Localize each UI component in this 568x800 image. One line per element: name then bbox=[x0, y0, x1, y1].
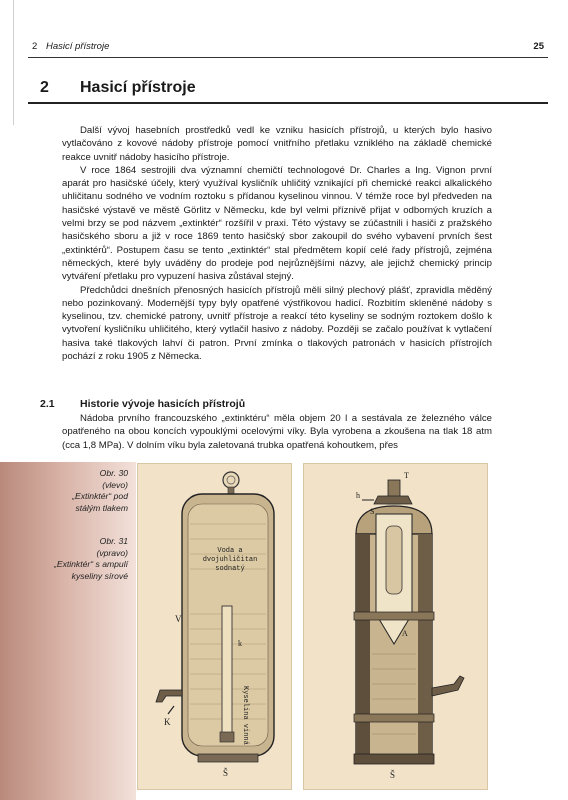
figure-letter-a: A bbox=[402, 629, 408, 638]
caption-line: „Extinktér“ pod bbox=[72, 491, 128, 501]
caption-line: „Extinktér“ s ampulí bbox=[53, 559, 128, 569]
extinguisher-illustration-1 bbox=[138, 464, 291, 789]
tube-label: Kyselina vinná bbox=[241, 686, 249, 745]
running-head-chapter-number: 2 bbox=[32, 41, 38, 52]
figure-letter-t: T bbox=[404, 471, 409, 480]
section-body bbox=[62, 412, 492, 452]
paragraph: Předchůdci dnešních přenosných hasicích přístrojů měli silný plechový plášť, zpravidla měděný nebo pozinkovaný. Modernější typy byly opatřené výstřikovou hadicí. Rozbitím skleněné nádoby s kyselinou, tzv. chemické patrony, uvnitř přístroje a reakcí této kyseliny se sodným roztokem došlo k vytvoření kysličníku uhličitého, který vytlačil hasivo z nádoby. Později se začalo používat k vytlačení hasiva také tlakových lahví či patron. První zmínka o tlakových patronách v hasicích přístrojích pochází z roku 1905 z Německa. bbox=[62, 284, 492, 363]
paragraph: Další vývoj hasebních prostředků vedl ke vzniku hasicích přístrojů, u kterých bylo hasivo vytlačováno z kovové nádoby přístroje pomocí vnitřního přetlaku vzniklého na základě chemické reakce uvnitř nádoby hasicího přístroje. bbox=[62, 125, 492, 163]
extinguisher-illustration-2 bbox=[304, 464, 487, 789]
tank-label-line: Voda a bbox=[217, 547, 243, 555]
figure-letter-h: h bbox=[356, 491, 360, 500]
figure-letter-s-bottom: Š bbox=[390, 770, 396, 780]
caption-line: (vpravo) bbox=[96, 547, 128, 558]
chapter-rule bbox=[28, 102, 548, 104]
body-text bbox=[62, 124, 492, 363]
running-head bbox=[28, 39, 548, 58]
caption-label: Obr. 31 bbox=[99, 536, 128, 546]
chapter-title: Hasicí přístroje bbox=[80, 79, 196, 96]
caption-line: kyseliny sírové bbox=[71, 570, 128, 581]
figure-extinguisher-constant-pressure bbox=[137, 463, 292, 790]
caption-label: Obr. 30 bbox=[99, 468, 128, 478]
paragraph: Nádoba prvního francouzského „extinktéru“ měla objem 20 l a sestávala ze železného válce opatřeného na obou koncích vypouklými ocelovými víky. Byla vyrobena a zkoušena na tlak 18 atm (cca 1,8 MPa). V dolním víku byla zaletovaná trubka opatřená kohoutkem, přes bbox=[62, 413, 492, 451]
tank-label-line: sodnatý bbox=[215, 565, 245, 573]
paragraph: V roce 1864 sestrojili dva významní chemičtí technologové Dr. Charles a Ing. Vignon první aparát pro hasičské účely, který využíval kysličník uhličitý vznikající při chemické reakci alkalického uhličitanu sodného ve vodním roztoku s přídanou kyselinou vinnou. V témže roce byl předveden na hasičské výstavě ve městě Görlitz v Německu, kde byl velmi příznivě přijat v odborných kruzích a velmi brzy se pod názvem „extinktér“ rozšířil v praxi. Této výstavy se zúčastnili i hasiči z pražského hasičského sboru a již v roce 1869 tento hasičský sbor zakoupil do svého vybavení prvních šest „extinktérů“. Postupem času se tento „extinktér“ stal předmětem kopií celé řady přístrojů, zejména německých, které byly uváděny do prodeje pod nejrůznějšími názvy, ale jejichž chemický princip vytváření přetlaku pro vypuzení hasiva zůstával stejný. bbox=[62, 164, 492, 283]
figure-caption-31 bbox=[8, 536, 128, 582]
figure-letter-s-top: S bbox=[370, 507, 375, 516]
figure-letter-v: V bbox=[175, 614, 182, 624]
section-number: 2.1 bbox=[40, 398, 55, 410]
caption-line: stálým tlakem bbox=[75, 502, 128, 513]
page-number: 25 bbox=[533, 41, 544, 52]
running-head-chapter-title: Hasicí přístroje bbox=[46, 41, 110, 52]
figure-letter-k: k bbox=[238, 639, 242, 648]
figure-extinguisher-acid-ampoule bbox=[303, 463, 488, 790]
section-title: Historie vývoje hasicích přístrojů bbox=[80, 398, 246, 410]
page-frame-line bbox=[13, 0, 14, 125]
caption-line: (vlevo) bbox=[102, 479, 128, 490]
tank-label-line: dvojuhličitan bbox=[202, 556, 258, 564]
chapter-number: 2 bbox=[40, 79, 49, 96]
figure-letter-s: Š bbox=[223, 768, 229, 778]
figure-letter-k-upper: K bbox=[164, 717, 171, 727]
figure-caption-30 bbox=[8, 468, 128, 514]
